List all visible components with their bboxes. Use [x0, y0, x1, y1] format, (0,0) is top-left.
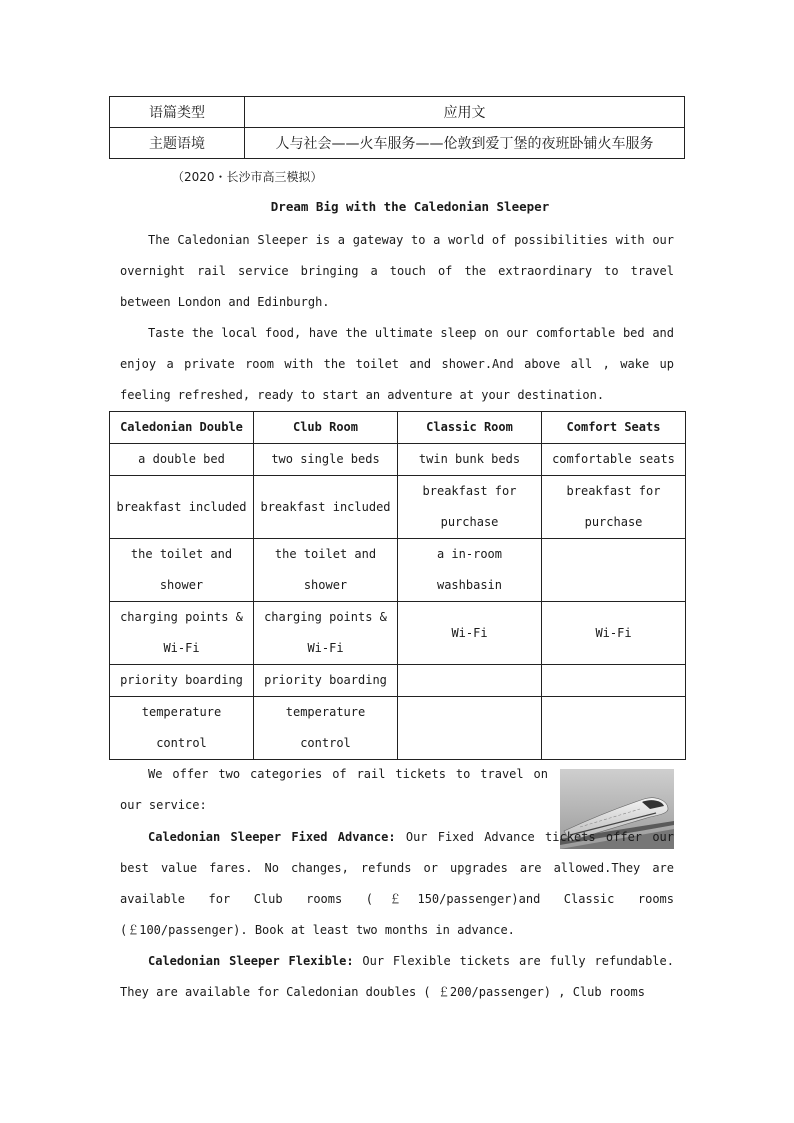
table-cell: a double bed	[110, 444, 254, 476]
table-cell: temperature control	[110, 697, 254, 760]
table-cell: comfortable seats	[542, 444, 686, 476]
paragraph-intro: The Caledonian Sleeper is a gateway to a world of possibilities with our overnight rail service bringing a touch of the extraordinary to travel between London and Edinburgh.	[120, 233, 674, 309]
paragraph-flexible	[120, 946, 674, 1008]
meta-value: 人与社会——火车服务——伦敦到爱丁堡的夜班卧铺火车服务	[245, 128, 685, 159]
source-note: （2020・长沙市高三模拟）	[172, 170, 323, 184]
paragraph-ticket-categories: We offer two categories of rail tickets to travel on our service:	[120, 767, 548, 812]
table-cell: twin bunk beds	[398, 444, 542, 476]
table-cell	[398, 665, 542, 697]
table-cell: Wi-Fi	[542, 602, 686, 665]
column-header: Classic Room	[398, 412, 542, 444]
paragraph-features: Taste the local food, have the ultimate sleep on our comfortable bed and enjoy a private room with the toilet and shower.And above all , wake up feeling refreshed, ready to start an adventure at your destination.	[120, 326, 674, 402]
table-cell: Wi-Fi	[398, 602, 542, 665]
meta-key: 主题语境	[110, 128, 245, 159]
paragraph-fixed-advance	[120, 822, 674, 946]
table-cell: priority boarding	[254, 665, 398, 697]
meta-value: 应用文	[245, 97, 685, 128]
table-cell: priority boarding	[110, 665, 254, 697]
table-cell: the toilet and shower	[254, 539, 398, 602]
column-header: Club Room	[254, 412, 398, 444]
table-cell: temperature control	[254, 697, 398, 760]
table-cell: two single beds	[254, 444, 398, 476]
table-cell	[542, 539, 686, 602]
table-cell: breakfast for purchase	[398, 476, 542, 539]
table-cell	[398, 697, 542, 760]
table-cell: the toilet and shower	[110, 539, 254, 602]
meta-row	[110, 128, 685, 159]
table-cell: breakfast included	[254, 476, 398, 539]
table-cell: breakfast included	[110, 476, 254, 539]
fixed-advance-heading: Caledonian Sleeper Fixed Advance:	[148, 830, 396, 844]
table-cell: charging points & Wi-Fi	[254, 602, 398, 665]
meta-table	[109, 96, 685, 159]
table-cell: breakfast for purchase	[542, 476, 686, 539]
table-cell	[542, 697, 686, 760]
table-row	[110, 602, 686, 665]
column-header: Comfort Seats	[542, 412, 686, 444]
features-table	[109, 411, 686, 760]
table-row	[110, 539, 686, 602]
table-row	[110, 665, 686, 697]
column-header: Caledonian Double	[110, 412, 254, 444]
table-header-row	[110, 412, 686, 444]
article-title: Dream Big with the Caledonian Sleeper	[270, 199, 550, 214]
flexible-text: Our Flexible tickets are fully refundable. They are available for Caledonian doubles ( ￡200/passenger) , Club rooms	[120, 954, 674, 999]
table-row	[110, 444, 686, 476]
meta-key: 语篇类型	[110, 97, 245, 128]
table-cell: charging points & Wi-Fi	[110, 602, 254, 665]
table-row	[110, 476, 686, 539]
meta-row	[110, 97, 685, 128]
flexible-heading: Caledonian Sleeper Flexible:	[148, 954, 354, 968]
table-cell	[542, 665, 686, 697]
table-row	[110, 697, 686, 760]
table-cell: a in-room washbasin	[398, 539, 542, 602]
fixed-advance-text: Our Fixed Advance tickets offer our best value fares. No changes, refunds or upgrades are allowed.They are available for Club rooms (￡150/passenger)and Classic rooms (￡100/passenger). Book at least two months in advance.	[120, 830, 674, 937]
